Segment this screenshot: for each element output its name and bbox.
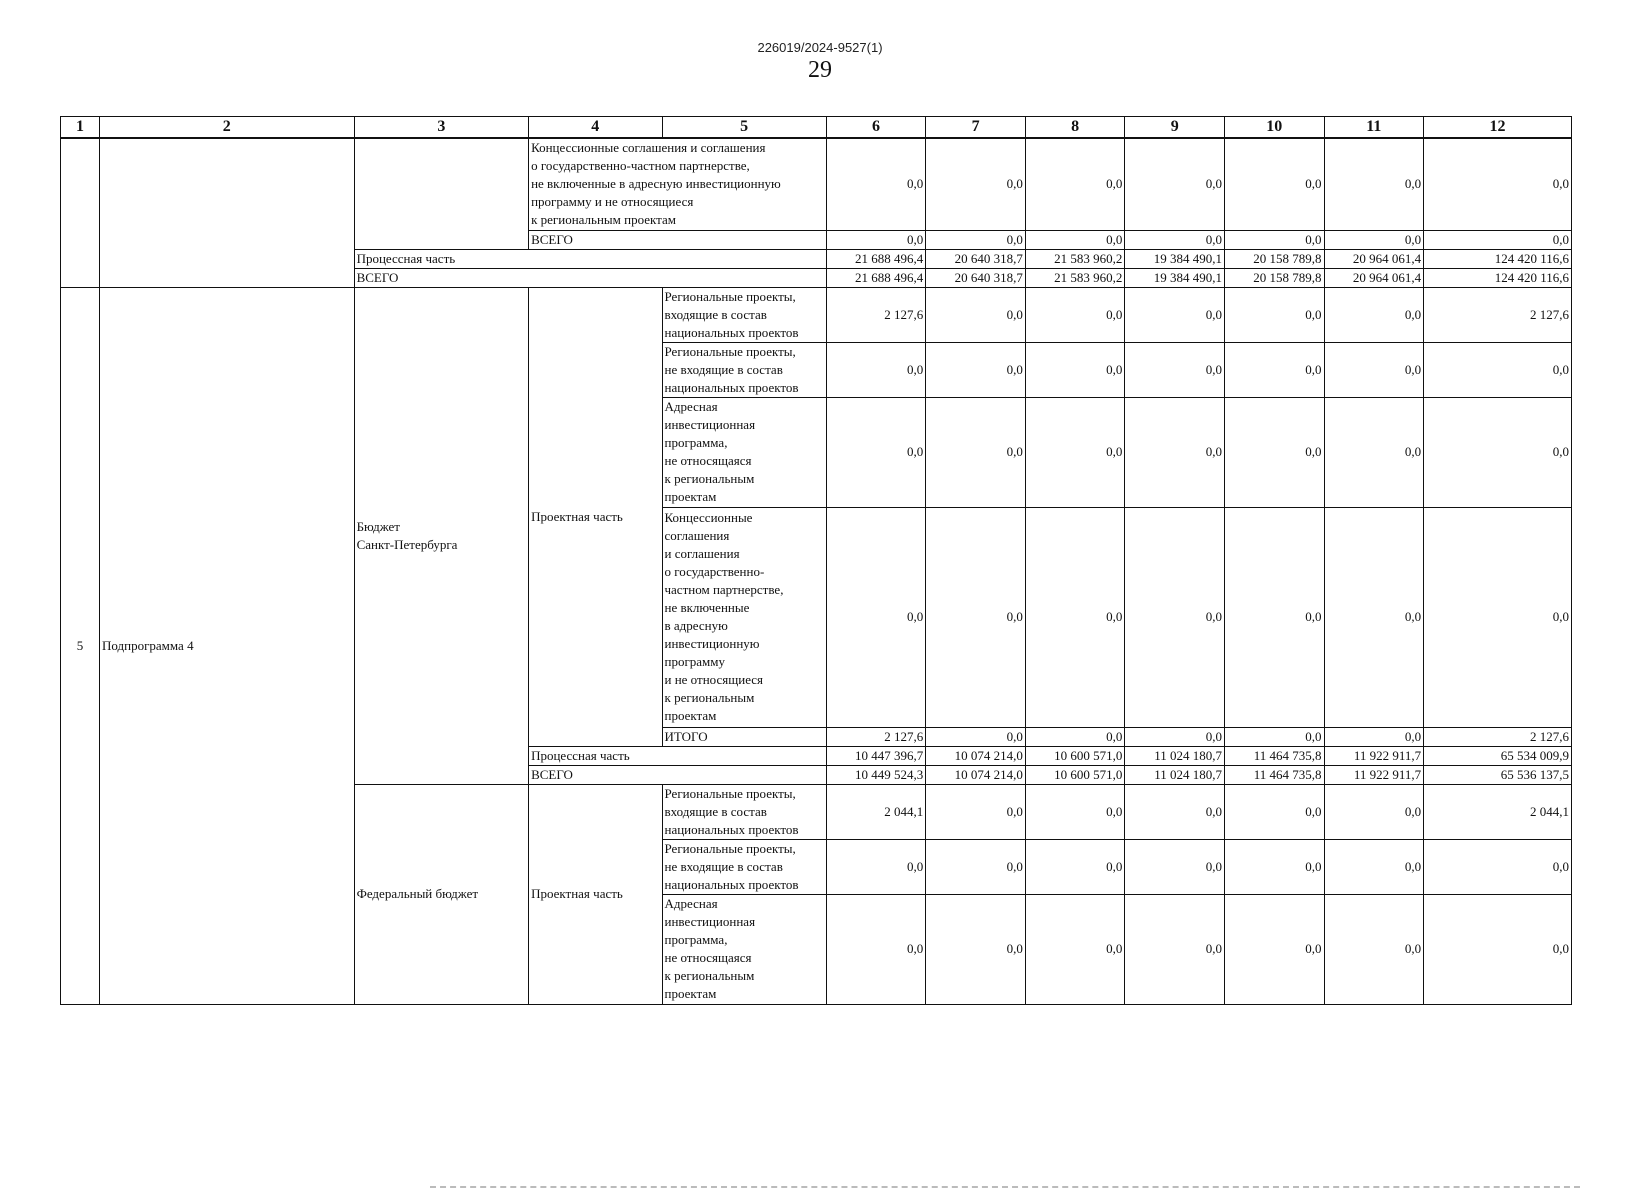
- amount-cell: 10 600 571,0: [1025, 746, 1125, 765]
- amount-cell: 0,0: [1324, 894, 1424, 1004]
- bottom-scan-edge: [430, 1186, 1580, 1188]
- amount-cell: 0,0: [1125, 507, 1225, 727]
- amount-cell: 0,0: [1025, 784, 1125, 839]
- itogo-label: ИТОГО: [662, 727, 826, 746]
- amount-cell: 0,0: [1025, 342, 1125, 397]
- column-header: 9: [1125, 117, 1225, 139]
- amount-cell: 0,0: [1424, 397, 1572, 507]
- amount-cell: 0,0: [1224, 342, 1324, 397]
- amount-cell: 10 074 214,0: [926, 746, 1026, 765]
- amount-cell: 0,0: [1025, 287, 1125, 342]
- column-header: 10: [1224, 117, 1324, 139]
- amount-cell: 0,0: [1125, 397, 1225, 507]
- amount-cell: 0,0: [1025, 138, 1125, 230]
- amount-cell: 0,0: [1125, 784, 1225, 839]
- amount-cell: 0,0: [926, 507, 1026, 727]
- amount-cell: 0,0: [826, 894, 926, 1004]
- category-label: Региональные проекты, не входящие в состав национальных проектов: [662, 342, 826, 397]
- amount-cell: 10 074 214,0: [926, 765, 1026, 784]
- amount-cell: 0,0: [1324, 287, 1424, 342]
- amount-cell: 0,0: [1224, 839, 1324, 894]
- total-label: ВСЕГО: [529, 765, 827, 784]
- column-header: 6: [826, 117, 926, 139]
- column-header: 2: [100, 117, 355, 139]
- amount-cell: 20 158 789,8: [1224, 268, 1324, 287]
- amount-cell: 0,0: [1324, 230, 1424, 249]
- funding-source: Бюджет Санкт-Петербурга: [354, 287, 529, 784]
- amount-cell: 0,0: [1224, 507, 1324, 727]
- amount-cell: 0,0: [826, 230, 926, 249]
- amount-cell: 10 449 524,3: [826, 765, 926, 784]
- amount-cell: 2 044,1: [1424, 784, 1572, 839]
- amount-cell: 2 127,6: [1424, 727, 1572, 746]
- amount-cell: 0,0: [1324, 397, 1424, 507]
- name-cell-empty: [100, 138, 355, 287]
- column-header: 11: [1324, 117, 1424, 139]
- part-label: Проектная часть: [529, 287, 662, 746]
- amount-cell: 0,0: [1424, 230, 1572, 249]
- amount-cell: 10 600 571,0: [1025, 765, 1125, 784]
- column-header: 12: [1424, 117, 1572, 139]
- category-label: Региональные проекты, входящие в состав национальных проектов: [662, 784, 826, 839]
- part-label: Проектная часть: [529, 784, 662, 1004]
- amount-cell: 0,0: [926, 230, 1026, 249]
- amount-cell: 0,0: [1125, 342, 1225, 397]
- amount-cell: 0,0: [1424, 138, 1572, 230]
- amount-cell: 20 640 318,7: [926, 268, 1026, 287]
- amount-cell: 2 127,6: [826, 287, 926, 342]
- amount-cell: 0,0: [1424, 839, 1572, 894]
- num-cell-empty: [61, 138, 100, 287]
- amount-cell: 0,0: [826, 138, 926, 230]
- amount-cell: 0,0: [1125, 287, 1225, 342]
- subprogram-number: 5: [61, 287, 100, 1004]
- amount-cell: 0,0: [1224, 894, 1324, 1004]
- column-header: 4: [529, 117, 662, 139]
- amount-cell: 21 688 496,4: [826, 268, 926, 287]
- amount-cell: 0,0: [1125, 230, 1225, 249]
- amount-cell: 0,0: [926, 839, 1026, 894]
- amount-cell: 65 534 009,9: [1424, 746, 1572, 765]
- amount-cell: 0,0: [1025, 839, 1125, 894]
- column-header: 7: [926, 117, 1026, 139]
- amount-cell: 0,0: [1224, 138, 1324, 230]
- amount-cell: 0,0: [1125, 894, 1225, 1004]
- amount-cell: 0,0: [1125, 727, 1225, 746]
- amount-cell: 0,0: [1025, 397, 1125, 507]
- process-label: Процессная часть: [354, 249, 826, 268]
- amount-cell: 11 024 180,7: [1125, 746, 1225, 765]
- table-body: [61, 117, 1572, 1005]
- process-label: Процессная часть: [529, 746, 827, 765]
- amount-cell: 11 922 911,7: [1324, 765, 1424, 784]
- amount-cell: 20 640 318,7: [926, 249, 1026, 268]
- table-row: [61, 287, 1572, 342]
- amount-cell: 11 464 735,8: [1224, 746, 1324, 765]
- column-header: 8: [1025, 117, 1125, 139]
- amount-cell: 0,0: [826, 507, 926, 727]
- amount-cell: 0,0: [1424, 894, 1572, 1004]
- amount-cell: 21 583 960,2: [1025, 268, 1125, 287]
- source-cell-empty: [354, 138, 529, 249]
- amount-cell: 0,0: [926, 894, 1026, 1004]
- amount-cell: 0,0: [1324, 784, 1424, 839]
- category-label: Концессионные соглашения и соглашения о государственно- частном партнерстве, не включенные в адресную инвестиционную программу и не относящиеся к региональным проектам: [662, 507, 826, 727]
- category-label: Адресная инвестиционная программа, не относящаяся к региональным проектам: [662, 397, 826, 507]
- amount-cell: 0,0: [1324, 342, 1424, 397]
- budget-table: [60, 116, 1572, 1005]
- amount-cell: 0,0: [1324, 727, 1424, 746]
- amount-cell: 0,0: [1025, 894, 1125, 1004]
- amount-cell: 19 384 490,1: [1125, 268, 1225, 287]
- vsego-label: ВСЕГО: [529, 230, 827, 249]
- amount-cell: 20 964 061,4: [1324, 268, 1424, 287]
- amount-cell: 10 447 396,7: [826, 746, 926, 765]
- amount-cell: 124 420 116,6: [1424, 268, 1572, 287]
- amount-cell: 0,0: [926, 784, 1026, 839]
- amount-cell: 0,0: [926, 727, 1026, 746]
- total-label: ВСЕГО: [354, 268, 826, 287]
- category-label: Региональные проекты, входящие в состав национальных проектов: [662, 287, 826, 342]
- amount-cell: 20 964 061,4: [1324, 249, 1424, 268]
- amount-cell: 11 024 180,7: [1125, 765, 1225, 784]
- amount-cell: 0,0: [1025, 507, 1125, 727]
- amount-cell: 0,0: [1224, 727, 1324, 746]
- column-header: 1: [61, 117, 100, 139]
- amount-cell: 0,0: [1224, 397, 1324, 507]
- amount-cell: 2 127,6: [826, 727, 926, 746]
- document-id: 226019/2024-9527(1): [757, 40, 883, 55]
- funding-source: Федеральный бюджет: [354, 784, 529, 1004]
- amount-cell: 0,0: [1324, 507, 1424, 727]
- amount-cell: 11 464 735,8: [1224, 765, 1324, 784]
- amount-cell: 0,0: [926, 287, 1026, 342]
- page-number: 29: [808, 57, 832, 83]
- amount-cell: 0,0: [826, 839, 926, 894]
- amount-cell: 0,0: [1224, 784, 1324, 839]
- amount-cell: 19 384 490,1: [1125, 249, 1225, 268]
- amount-cell: 0,0: [926, 342, 1026, 397]
- amount-cell: 0,0: [826, 342, 926, 397]
- column-header: 5: [662, 117, 826, 139]
- amount-cell: 0,0: [926, 397, 1026, 507]
- amount-cell: 20 158 789,8: [1224, 249, 1324, 268]
- amount-cell: 0,0: [1224, 230, 1324, 249]
- concession-label: Концессионные соглашения и соглашения о государственно-частном партнерстве, не включенные в адресную инвестиционную программу и не относящиеся к региональным проектам: [529, 138, 827, 230]
- amount-cell: 0,0: [1324, 138, 1424, 230]
- amount-cell: 21 583 960,2: [1025, 249, 1125, 268]
- amount-cell: 0,0: [1125, 839, 1225, 894]
- amount-cell: 0,0: [926, 138, 1026, 230]
- amount-cell: 0,0: [1125, 138, 1225, 230]
- category-label: Адресная инвестиционная программа, не относящаяся к региональным проектам: [662, 894, 826, 1004]
- column-number-row: [61, 117, 1572, 139]
- amount-cell: 11 922 911,7: [1324, 746, 1424, 765]
- amount-cell: 21 688 496,4: [826, 249, 926, 268]
- amount-cell: 0,0: [1424, 342, 1572, 397]
- amount-cell: 65 536 137,5: [1424, 765, 1572, 784]
- category-label: Региональные проекты, не входящие в состав национальных проектов: [662, 839, 826, 894]
- amount-cell: 124 420 116,6: [1424, 249, 1572, 268]
- amount-cell: 0,0: [1324, 839, 1424, 894]
- column-header: 3: [354, 117, 529, 139]
- amount-cell: 0,0: [1025, 230, 1125, 249]
- amount-cell: 2 127,6: [1424, 287, 1572, 342]
- table-row: [61, 138, 1572, 230]
- amount-cell: 0,0: [1025, 727, 1125, 746]
- amount-cell: 0,0: [1224, 287, 1324, 342]
- amount-cell: 0,0: [826, 397, 926, 507]
- subprogram-name: Подпрограмма 4: [100, 287, 355, 1004]
- amount-cell: 0,0: [1424, 507, 1572, 727]
- amount-cell: 2 044,1: [826, 784, 926, 839]
